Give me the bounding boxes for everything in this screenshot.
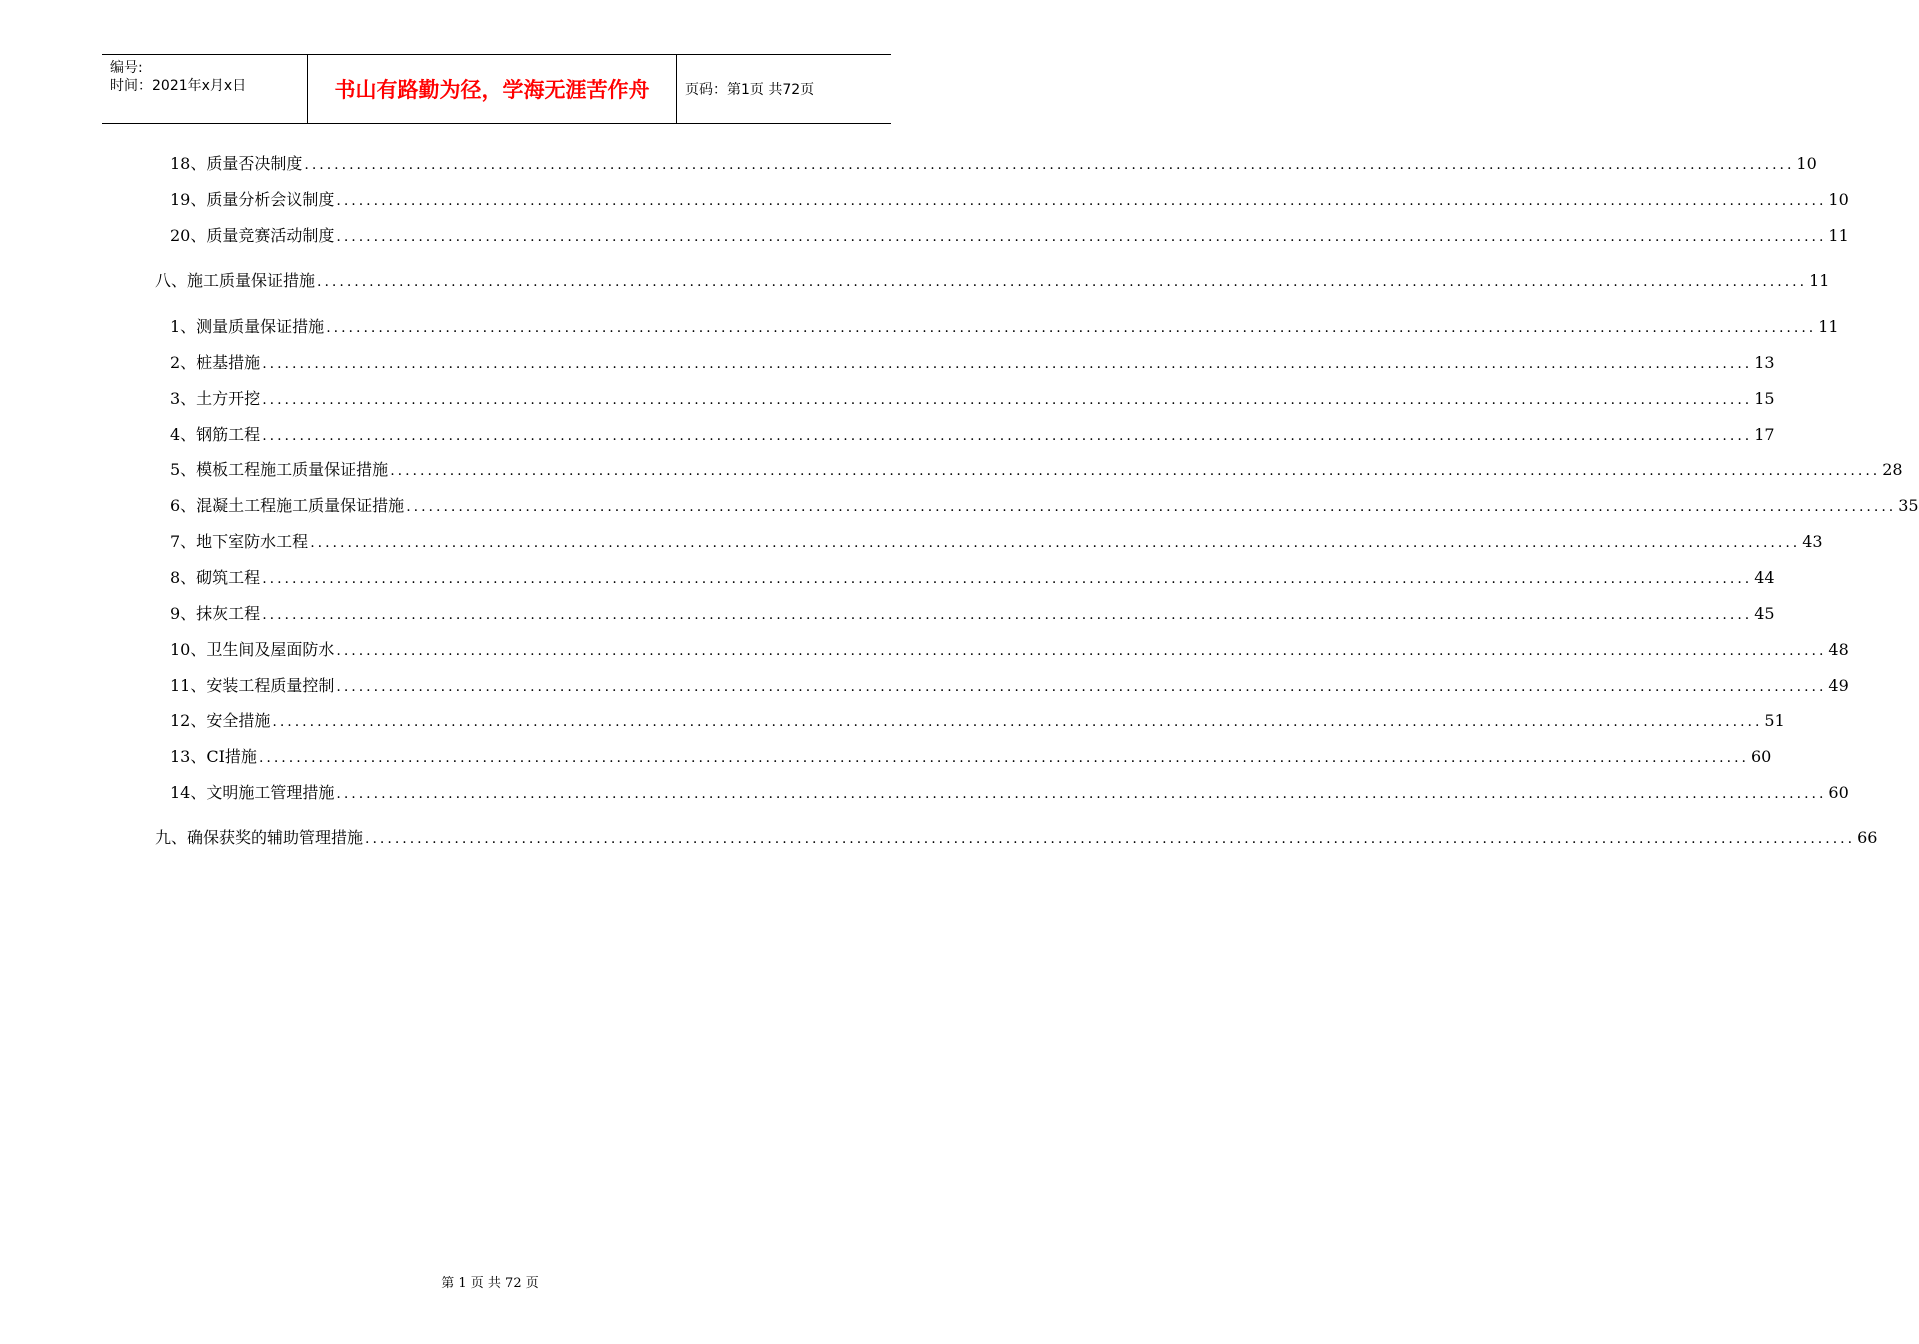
toc-leader-dots: ........................................................................................................................................................................................................ bbox=[262, 356, 1753, 372]
toc-entry-label: 9、抹灰工程 bbox=[170, 604, 261, 623]
toc-entry-page: 51 bbox=[1764, 711, 1785, 730]
toc-leader-dots: ........................................................................................................................................................................................................ bbox=[390, 463, 1881, 479]
toc-entry[interactable] bbox=[170, 747, 1772, 768]
toc-leader-dots: ........................................................................................................................................................................................................ bbox=[317, 274, 1808, 290]
toc-entry[interactable] bbox=[170, 154, 1817, 175]
toc-leader-dots: ........................................................................................................................................................................................................ bbox=[310, 535, 1801, 551]
toc-entry-label: 1、测量质量保证措施 bbox=[170, 317, 325, 336]
toc-entry-page: 15 bbox=[1754, 389, 1775, 408]
toc-leader-dots: ........................................................................................................................................................................................................ bbox=[336, 643, 1827, 659]
toc-entry-page: 11 bbox=[1818, 317, 1839, 336]
toc-leader-dots: ........................................................................................................................................................................................................ bbox=[258, 750, 1749, 766]
document-time-label: 时间：2021年x月x日 bbox=[110, 78, 247, 94]
toc-entry-label: 20、质量竞赛活动制度 bbox=[170, 226, 335, 245]
toc-entry-label: 4、钢筋工程 bbox=[170, 425, 261, 444]
toc-entry-label: 7、地下室防水工程 bbox=[170, 532, 309, 551]
toc-entry-label: 19、质量分析会议制度 bbox=[170, 190, 335, 209]
toc-leader-dots: ........................................................................................................................................................................................................ bbox=[272, 714, 1763, 730]
toc-leader-dots: ........................................................................................................................................................................................................ bbox=[336, 193, 1827, 209]
toc-entry-label: 2、桩基措施 bbox=[170, 353, 261, 372]
toc-entry-label: 九、确保获奖的辅助管理措施 bbox=[155, 828, 364, 847]
toc-entry[interactable] bbox=[170, 604, 1775, 625]
toc-entry-label: 11、安装工程质量控制 bbox=[170, 676, 335, 695]
toc-entry[interactable] bbox=[170, 711, 1785, 732]
toc-leader-dots: ........................................................................................................................................................................................................ bbox=[262, 607, 1753, 623]
toc-leader-dots: ........................................................................................................................................................................................................ bbox=[406, 499, 1897, 515]
toc-entry-label: 5、模板工程施工质量保证措施 bbox=[170, 460, 389, 479]
toc-entry-label: 12、安全措施 bbox=[170, 711, 271, 730]
toc-entry-label: 3、土方开挖 bbox=[170, 389, 261, 408]
page-header bbox=[102, 54, 891, 124]
toc-leader-dots: ........................................................................................................................................................................................................ bbox=[326, 320, 1817, 336]
toc-entry[interactable] bbox=[170, 353, 1775, 374]
toc-leader-dots: ........................................................................................................................................................................................................ bbox=[336, 229, 1827, 245]
toc-entry-label: 10、卫生间及屋面防水 bbox=[170, 640, 335, 659]
toc-entry-page: 43 bbox=[1802, 532, 1823, 551]
header-motto: 书山有路勤为径，学海无涯苦作舟 bbox=[308, 55, 677, 123]
toc-entry-page: 60 bbox=[1750, 747, 1772, 766]
toc-leader-dots: ........................................................................................................................................................................................................ bbox=[336, 679, 1827, 695]
toc-entry-page: 35 bbox=[1898, 496, 1919, 515]
header-page-info: 页码：第1页 共72页 bbox=[685, 82, 815, 98]
document-number-label: 编号: bbox=[110, 60, 143, 76]
toc-entry-label: 6、混凝土工程施工质量保证措施 bbox=[170, 496, 405, 515]
toc-entry-page: 48 bbox=[1828, 640, 1849, 659]
toc-entry-label: 18、质量否决制度 bbox=[170, 154, 303, 173]
toc-entry[interactable] bbox=[170, 317, 1839, 338]
toc-leader-dots: ........................................................................................................................................................................................................ bbox=[262, 571, 1753, 587]
toc-entry[interactable] bbox=[170, 783, 1849, 804]
toc-entry[interactable] bbox=[170, 460, 1903, 481]
toc-entry-page: 13 bbox=[1754, 353, 1775, 372]
toc-entry[interactable] bbox=[170, 389, 1775, 410]
toc-leader-dots: ........................................................................................................................................................................................................ bbox=[304, 157, 1795, 173]
toc-entry[interactable] bbox=[170, 676, 1849, 697]
toc-entry-page: 10 bbox=[1828, 190, 1849, 209]
toc-entry[interactable] bbox=[170, 640, 1849, 661]
toc-entry-page: 66 bbox=[1857, 828, 1878, 847]
toc-entry[interactable] bbox=[170, 532, 1823, 553]
toc-entry[interactable] bbox=[155, 828, 1878, 849]
toc-entry-page: 45 bbox=[1754, 604, 1775, 623]
toc-entry-label: 八、施工质量保证措施 bbox=[155, 271, 316, 290]
toc-entry[interactable] bbox=[170, 568, 1775, 589]
toc-entry-label: 8、砌筑工程 bbox=[170, 568, 261, 587]
toc-entry[interactable] bbox=[170, 425, 1775, 446]
toc-entry[interactable] bbox=[170, 190, 1849, 211]
toc-entry-page: 44 bbox=[1754, 568, 1775, 587]
toc-entry-page: 60 bbox=[1828, 783, 1849, 802]
toc-entry-page: 10 bbox=[1796, 154, 1817, 173]
toc-leader-dots: ........................................................................................................................................................................................................ bbox=[336, 786, 1827, 802]
toc-entry[interactable] bbox=[170, 496, 1919, 517]
toc-entry[interactable] bbox=[155, 271, 1830, 292]
page-footer: 第 1 页 共 72 页 bbox=[441, 1276, 539, 1291]
toc-leader-dots: ........................................................................................................................................................................................................ bbox=[262, 428, 1753, 444]
toc-leader-dots: ........................................................................................................................................................................................................ bbox=[262, 392, 1753, 408]
toc-entry[interactable] bbox=[170, 226, 1849, 247]
toc-entry-page: 17 bbox=[1754, 425, 1775, 444]
toc-entry-label: 14、文明施工管理措施 bbox=[170, 783, 335, 802]
toc-entry-page: 28 bbox=[1882, 460, 1903, 479]
toc-leader-dots: ........................................................................................................................................................................................................ bbox=[365, 831, 1856, 847]
toc-entry-page: 11 bbox=[1828, 226, 1849, 245]
header-meta-cell bbox=[102, 55, 308, 123]
toc-entry-label: 13、CI措施 bbox=[170, 747, 257, 766]
toc-entry-page: 11 bbox=[1809, 271, 1830, 290]
toc-entry-page: 49 bbox=[1828, 676, 1849, 695]
